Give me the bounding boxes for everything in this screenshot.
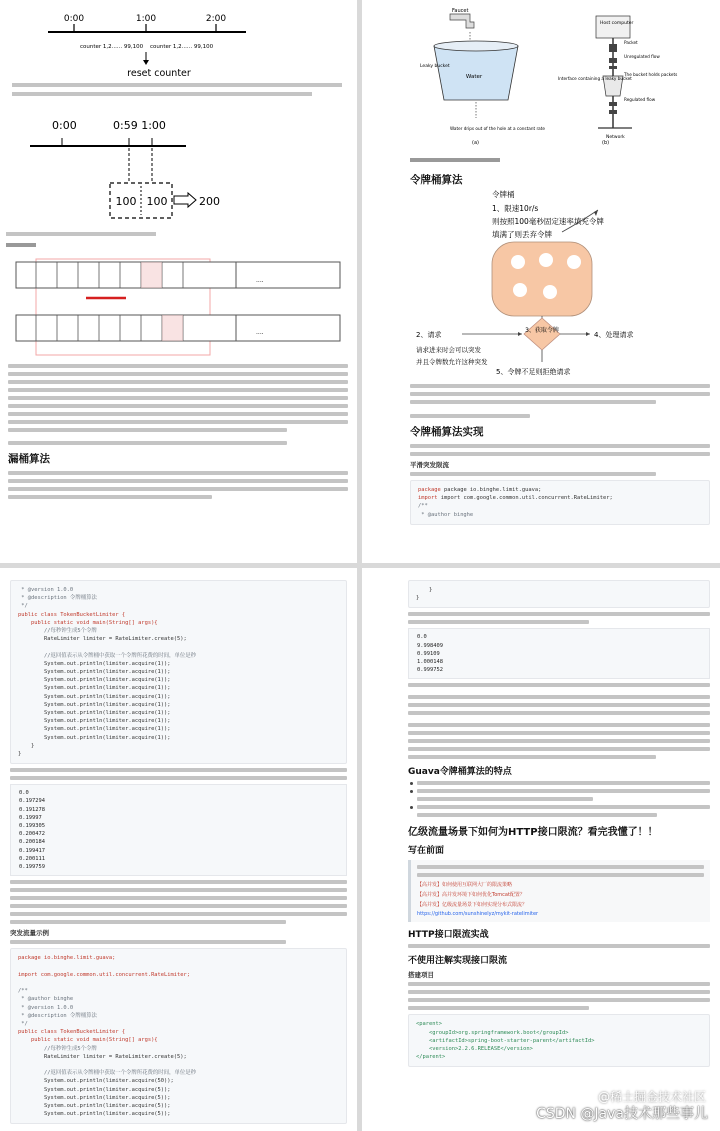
page2-body: [410, 384, 710, 529]
code-line: System.out.println(limiter.acquire(1));: [18, 693, 171, 700]
csdn-watermark: CSDN @Java技术那些事儿: [536, 1106, 708, 1122]
code-line: <groupId>org.springframework.boot</groupId>: [416, 1029, 569, 1036]
code-line: System.out.println(limiter.acquire(1));: [18, 677, 171, 684]
svg-text:并且令牌数允许这种突发: 并且令牌数允许这种突发: [416, 358, 488, 366]
leaky-bucket-heading: 漏桶算法: [8, 453, 50, 465]
document-page-2: [362, 0, 720, 563]
code-line: 0.199305: [19, 823, 45, 830]
code-line: * @version 1.0.0: [18, 587, 74, 593]
preface-heading: 写在前面: [408, 846, 445, 857]
token-bucket-heading-wrap: [410, 172, 463, 187]
code-line: System.out.println(limiter.acquire(1));: [18, 660, 171, 667]
code-line: 0.200111: [19, 855, 45, 862]
code-line: 0.197294: [19, 798, 45, 805]
code-line: * @description 令牌桶算法: [18, 595, 97, 602]
token-bucket-diagram: [416, 189, 633, 376]
svg-text:令牌桶: 令牌桶: [492, 190, 515, 199]
code-line: //返回值表示从令牌桶中获取一个令牌所花费的时间，单位是秒: [18, 652, 197, 659]
page4-xml-block: [408, 1014, 710, 1067]
timeline2-tick-0: 0:00: [52, 119, 77, 132]
svg-text:Network: Network: [606, 135, 625, 140]
svg-text:The bucket holds packets: The bucket holds packets: [624, 72, 678, 77]
code-line: 0.0: [19, 790, 29, 797]
svg-text:3、获取令牌: 3、获取令牌: [525, 327, 559, 334]
list-item: [408, 781, 710, 785]
code-line: <version>2.2.6.RELEASE</version>: [416, 1046, 533, 1053]
page1-body: [8, 364, 348, 503]
svg-text:Packet: Packet: [624, 40, 638, 45]
code-line: public class TokenBucketLimiter {: [18, 1029, 126, 1036]
result-arrow: [174, 193, 196, 207]
code-line: }: [18, 742, 35, 749]
svg-text:请求进来时会可以突发: 请求进来时会可以突发: [416, 346, 481, 354]
svg-text:Faucet: Faucet: [452, 8, 469, 14]
code-line: public static void main(String[] args){: [18, 619, 158, 626]
code-line: 1.000148: [417, 659, 443, 666]
page3-output-1: [10, 784, 347, 876]
code-line: * @version 1.0.0: [18, 1004, 74, 1011]
code-line: System.out.println(limiter.acquire(1));: [18, 726, 171, 733]
svg-text:2、请求: 2、请求: [416, 331, 442, 339]
svg-text:Unregulated flow: Unregulated flow: [624, 54, 660, 59]
code-line: 0.999752: [417, 667, 443, 674]
window-left-value: 100: [115, 195, 137, 208]
code-line: <artifactId>spring-boot-starter-parent</artifactId>: [416, 1037, 595, 1044]
leaky-bucket-figure-b: [558, 16, 677, 146]
svg-text:1、限速10r/s: 1、限速10r/s: [492, 204, 539, 213]
svg-text:则按照100毫秒固定速率填充令牌: 则按照100毫秒固定速率填充令牌: [492, 217, 604, 226]
smooth-burst-heading: 平滑突发限流: [410, 461, 449, 469]
svg-text:Interface containing a leaky b: Interface containing a leaky bucket: [558, 76, 632, 81]
code-line: 0.200184: [19, 839, 45, 846]
code-line: 0.199417: [19, 847, 45, 854]
code-line: }: [416, 587, 433, 593]
setup-project-heading: 搭建项目: [408, 971, 434, 980]
github-link[interactable]: https://github.com/sunshinelyz/mykit-ratelimiter: [417, 911, 539, 918]
page4-output: [408, 628, 710, 679]
counter-left: counter 1,2...... 99,100: [80, 44, 144, 50]
code-line: 0.0: [417, 634, 427, 641]
leaky-bucket-figure-a: [420, 8, 545, 146]
document-page-4: [362, 568, 720, 1131]
code-line: </parent>: [416, 1054, 446, 1061]
code-line: }: [18, 751, 22, 758]
preface-quote: [408, 860, 710, 922]
no-annotation-heading: 不使用注解实现接口限流: [408, 956, 508, 967]
token-bucket-body: [492, 242, 592, 316]
svg-text:(a): (a): [472, 140, 479, 146]
code-line: System.out.println(limiter.acquire(5));: [18, 1111, 171, 1118]
code-line: 0.19997: [19, 814, 42, 821]
code-line: System.out.println(limiter.acquire(1));: [18, 710, 171, 717]
reset-counter-label: reset counter: [127, 68, 191, 79]
svg-text:....: ....: [256, 329, 264, 336]
svg-text:5、令牌不足则拒绝请求: 5、令牌不足则拒绝请求: [496, 368, 571, 376]
code-line: System.out.println(limiter.acquire(5));: [18, 1094, 171, 1101]
related-link-3[interactable]: 【高并发】亿级流量场景下如何实现分布式限流？: [417, 902, 528, 909]
code-line: System.out.println(limiter.acquire(1));: [18, 685, 171, 692]
page2-code-block: package package io.binghe.limit.guava; import import com.google.common.util.concurrent.RateLimiter; /** * @author binghe: [410, 480, 710, 525]
list-item: [408, 805, 710, 817]
get-token-diamond: [524, 318, 560, 350]
guava-features-list: [408, 781, 710, 817]
code-line: //每秒钟生成5个令牌: [18, 628, 97, 635]
token-bucket-heading: 令牌桶算法: [410, 174, 463, 186]
juejin-watermark: @稀土掘金技术社区: [597, 1090, 706, 1104]
svg-text:Regulated flow: Regulated flow: [624, 97, 656, 102]
code-line: //返回值表示从令牌桶中获取一个令牌所花费的时间，单位是秒: [18, 1070, 197, 1077]
code-line: */: [18, 1020, 28, 1027]
svg-text:Host computer: Host computer: [600, 21, 634, 26]
page4-code-end: [408, 580, 710, 608]
token-impl-heading: 令牌桶算法实现: [410, 426, 484, 438]
code-line: System.out.println(limiter.acquire(5));: [18, 1086, 171, 1093]
timeline1-tick-2: 2:00: [205, 14, 227, 24]
page3-code-block-1: [10, 580, 347, 764]
svg-text:(b): (b): [602, 140, 610, 146]
code-line: System.out.println(limiter.acquire(5));: [18, 1102, 171, 1109]
document-page-3: [0, 568, 357, 1131]
code-line: System.out.println(limiter.acquire(1));: [18, 718, 171, 725]
code-line: RateLimiter limiter = RateLimiter.create(5);: [18, 636, 187, 643]
code-line: import com.google.common.util.concurrent.RateLimiter;: [18, 971, 191, 978]
timeline1-tick-0: 0:00: [63, 14, 85, 24]
related-link-2[interactable]: 【高并发】高并发环境下如何优化Tomcat配置？: [417, 892, 525, 899]
code-line: System.out.println(limiter.acquire(1));: [18, 701, 171, 708]
list-item: [408, 789, 710, 801]
code-line: */: [18, 603, 28, 610]
page3-code-block-2: [10, 948, 347, 1124]
code-line: public static void main(String[] args){: [18, 1037, 158, 1044]
code-line: /**: [18, 988, 28, 995]
window-right-value: 100: [146, 195, 168, 208]
code-line: System.out.println(limiter.acquire(1));: [18, 734, 171, 741]
code-line: package io.binghe.limit.guava;: [18, 955, 116, 962]
code-line: 0.191278: [19, 806, 45, 813]
code-line: * @author binghe: [18, 996, 74, 1003]
code-line: <parent>: [416, 1021, 442, 1028]
code-line: * @description 令牌桶算法: [18, 1012, 97, 1019]
svg-text:Water drips out of the hole at: Water drips out of the hole at a constant rate: [450, 126, 545, 131]
related-link-1[interactable]: 【高并发】如何使用互联网大厂的限流策略: [417, 882, 513, 889]
code-line: System.out.println(limiter.acquire(1));: [18, 669, 171, 676]
result-value: 200: [199, 195, 220, 208]
code-line: 0.99109: [417, 650, 440, 657]
timeline1-tick-1: 1:00: [135, 14, 157, 24]
code-line: }: [416, 595, 420, 602]
code-line: public class TokenBucketLimiter {: [18, 611, 126, 618]
svg-text:4、处理请求: 4、处理请求: [594, 331, 634, 339]
counter-right: counter 1,2...... 99,100: [150, 44, 214, 50]
svg-text:....: ....: [256, 277, 264, 284]
code-line: 0.200472: [19, 831, 45, 838]
burst-example-heading: 突发流量示例: [10, 929, 49, 938]
svg-text:Water: Water: [465, 74, 483, 80]
code-line: System.out.println(limiter.acquire(50));: [18, 1078, 174, 1085]
code-line: 0.199759: [19, 864, 45, 871]
http-practice-heading: HTTP接口限流实战: [408, 930, 489, 941]
code-line: RateLimiter limiter = RateLimiter.create(5);: [18, 1053, 187, 1060]
guava-features-heading: Guava令牌桶算法的特点: [408, 767, 512, 778]
sliding-window-figure: [16, 259, 340, 355]
timeline2-tick-1: 0:59 1:00: [113, 119, 166, 132]
article-title: 亿级流量场景下如何为HTTP接口限流？看完我懂了！！: [408, 827, 658, 839]
svg-text:Leaky bucket: Leaky bucket: [420, 64, 450, 69]
document-page-1: [0, 0, 357, 563]
code-line: 9.998409: [417, 642, 443, 649]
code-line: //每秒钟生成5个令牌: [18, 1045, 97, 1052]
svg-text:填满了则丢弃令牌: 填满了则丢弃令牌: [492, 230, 552, 239]
